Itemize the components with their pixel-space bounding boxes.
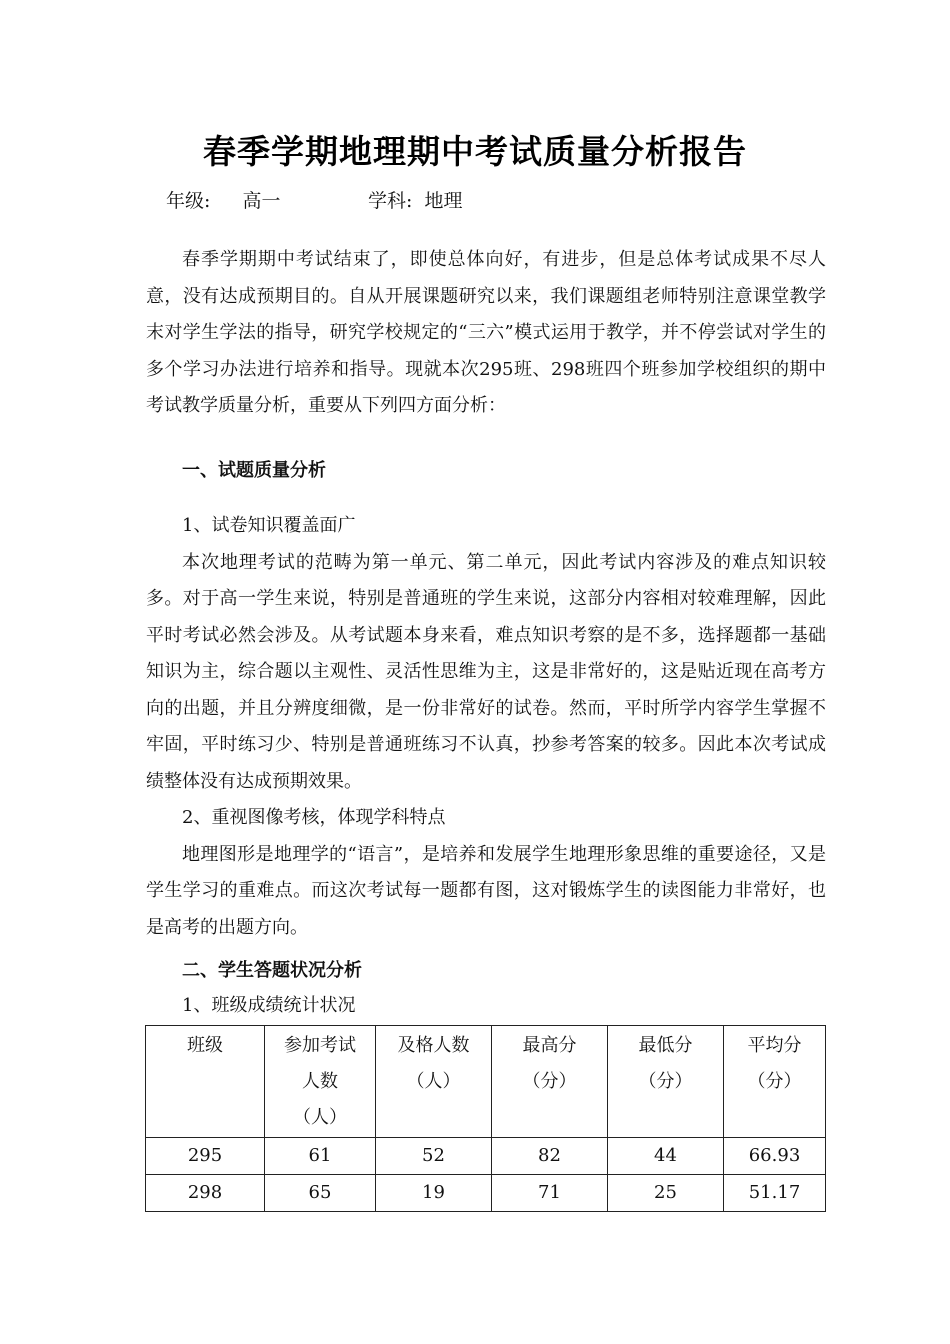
cell-class: 295 (146, 1138, 265, 1175)
header-class: 班级 (146, 1026, 265, 1138)
section1-sub1: 1、试卷知识覆盖面广 (182, 515, 356, 536)
section1-para1: 本次地理考试的范畴为第一单元、第二单元，因此考试内容涉及的难点知识较多。对于高一学生来说，特别是普通班的学生来说，这部分内容相对较难理解，因此平时考试必然会涉及。从考试题本身来看，难点知识考察的是不多，选择题都一基础知识为主，综合题以主观性、灵活性思维为主，这是非常好的，这是贴近现在高考方向的出题，并且分辨度细微，是一份非常好的试卷。然而，平时所学内容学生掌握不牢固，平时练习少、特别是普通班练习不认真，抄参考答案的较多。因此本次考试成绩整体没有达成预期效果。 (146, 551, 826, 792)
grade-value: 高一 (242, 190, 281, 212)
subject-label: 学科: (368, 190, 413, 212)
cell-min-score: 25 (608, 1175, 724, 1212)
grade-label: 年级: (166, 190, 211, 212)
section1-body (146, 508, 826, 946)
header-min-score: 最低分 （分） (608, 1026, 724, 1138)
cell-class: 298 (146, 1175, 265, 1212)
header-max-score: 最高分 （分） (492, 1026, 608, 1138)
cell-pass-count: 52 (376, 1138, 492, 1175)
section1-sub2: 2、重视图像考核，体现学科特点 (182, 807, 446, 828)
table-row (146, 1175, 826, 1212)
cell-avg-score: 51.17 (724, 1175, 826, 1212)
section2-heading: 二、学生答题状况分析 (182, 960, 362, 981)
header-participants: 参加考试 人数 （人） (265, 1026, 376, 1138)
document-title: 春季学期地理期中考试质量分析报告 (203, 132, 747, 171)
section1-heading-block (146, 456, 826, 482)
cell-max-score: 82 (492, 1138, 608, 1175)
table-row (146, 1138, 826, 1175)
intro-paragraph: 春季学期期中考试结束了，即使总体向好，有进步，但是总体考试成果不尽人意，没有达成预期目的。自从开展课题研究以来，我们课题组老师特别注意课堂教学末对学生学法的指导，研究学校规定的“三六”模式运用于教学，并不停尝试对学生的多个学习办法进行培养和指导。现就本次295班、298班四个班参加学校组织的期中考试教学质量分析，重要从下列四方面分析： (146, 249, 826, 416)
section2-sub1: 1、班级成绩统计状况 (182, 995, 356, 1016)
cell-pass-count: 19 (376, 1175, 492, 1212)
cell-min-score: 44 (608, 1138, 724, 1175)
header-pass-count: 及格人数 （人） (376, 1026, 492, 1138)
section1-para2: 地理图形是地理学的“语言”，是培养和发展学生地理形象思维的重要途径，又是学生学习的重难点。而这次考试每一题都有图，这对锻炼学生的读图能力非常好，也是高考的出题方向。 (146, 843, 826, 938)
header-avg-score: 平均分 （分） (724, 1026, 826, 1138)
class-score-table (145, 1025, 826, 1212)
cell-participants: 65 (265, 1175, 376, 1212)
section1-heading: 一、试题质量分析 (182, 460, 326, 481)
grade-info (166, 186, 280, 213)
intro-block (146, 242, 826, 425)
table-header-row (146, 1026, 826, 1138)
subject-value: 地理 (424, 190, 463, 212)
subject-info (368, 186, 462, 213)
cell-participants: 61 (265, 1138, 376, 1175)
cell-max-score: 71 (492, 1175, 608, 1212)
section2-block (146, 956, 826, 1024)
cell-avg-score: 66.93 (724, 1138, 826, 1175)
